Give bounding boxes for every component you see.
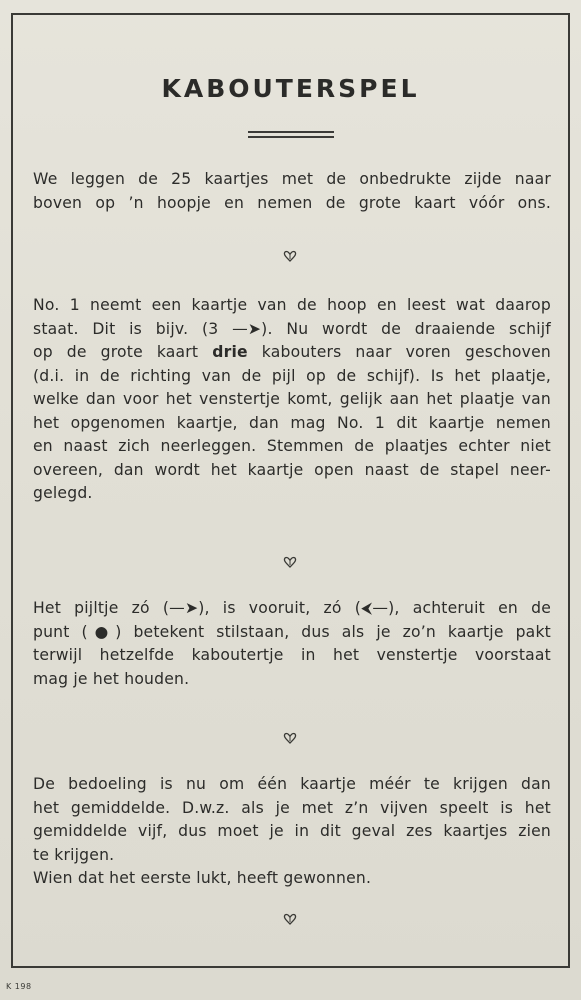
paragraph-line: welke dan voor het venstertje komt, gelijk aan het plaatje van <box>33 390 551 408</box>
paragraph-line: staat. Dit is bijv. (3 —➤). Nu wordt de draaiende schijf <box>33 319 551 338</box>
paragraph-line: (d.i. in de richting van de pijl op de schijf). Is het plaatje, <box>33 366 551 385</box>
title-underline-top <box>248 131 334 133</box>
paragraph-line: No. 1 neemt een kaartje van de hoop en leest wat daarop <box>33 296 551 314</box>
paragraph-1 <box>33 168 551 215</box>
heart-ornament-icon <box>283 250 297 262</box>
heart-ornament-icon <box>283 732 297 744</box>
paragraph-line: De bedoeling is nu om één kaartje méér te krijgen dan <box>33 775 551 793</box>
paragraph-line: het opgenomen kaartje, dan mag No. 1 dit kaartje nemen <box>33 413 551 432</box>
bold-word-drie: drie <box>212 343 248 361</box>
heart-ornament-icon <box>283 556 297 568</box>
paragraph-3 <box>33 597 551 691</box>
paragraph-line: We leggen de 25 kaartjes met de onbedrukte zijde naar <box>33 170 551 188</box>
paragraph-line: gelegd. <box>33 484 93 502</box>
text-fragment: kabouters naar voren geschoven <box>261 343 551 361</box>
paragraph-4 <box>33 773 551 891</box>
paragraph-2 <box>33 294 551 506</box>
paragraph-line: gemiddelde vijf, dus moet je in dit geval zes kaartjes zien <box>33 822 551 840</box>
paragraph-line: mag je het houden. <box>33 669 190 688</box>
paragraph-line: het gemiddelde. D.w.z. als je met z’n vijven speelt is het <box>33 798 551 817</box>
paragraph-line-with-bold <box>33 341 551 365</box>
paragraph-line: punt (●) betekent stilstaan, dus als je zo’n kaartje pakt <box>33 622 551 641</box>
page-title: KABOUTERSPEL <box>161 74 420 103</box>
heart-ornament-icon <box>283 913 297 925</box>
paragraph-line: Wien dat het eerste lukt, heeft gewonnen. <box>33 869 372 887</box>
paragraph-line: Het pijltje zó (—➤), is vooruit, zó (⮜—), achteruit en de <box>33 599 551 617</box>
paragraph-line: en naast zich neerleggen. Stemmen de plaatjes echter niet <box>33 437 551 455</box>
title-underline-bottom <box>248 136 334 138</box>
paragraph-line: boven op ’n hoopje en nemen de grote kaart vóór ons. <box>33 193 551 212</box>
paragraph-line: overeen, dan wordt het kaartje open naast de stapel neer- <box>33 460 551 479</box>
paragraph-line: te krijgen. <box>33 845 115 864</box>
paragraph-line: terwijl hetzelfde kaboutertje in het venstertje voorstaat <box>33 646 551 664</box>
footer-code: K 198 <box>6 982 32 991</box>
text-fragment: op de grote kaart <box>33 343 199 361</box>
